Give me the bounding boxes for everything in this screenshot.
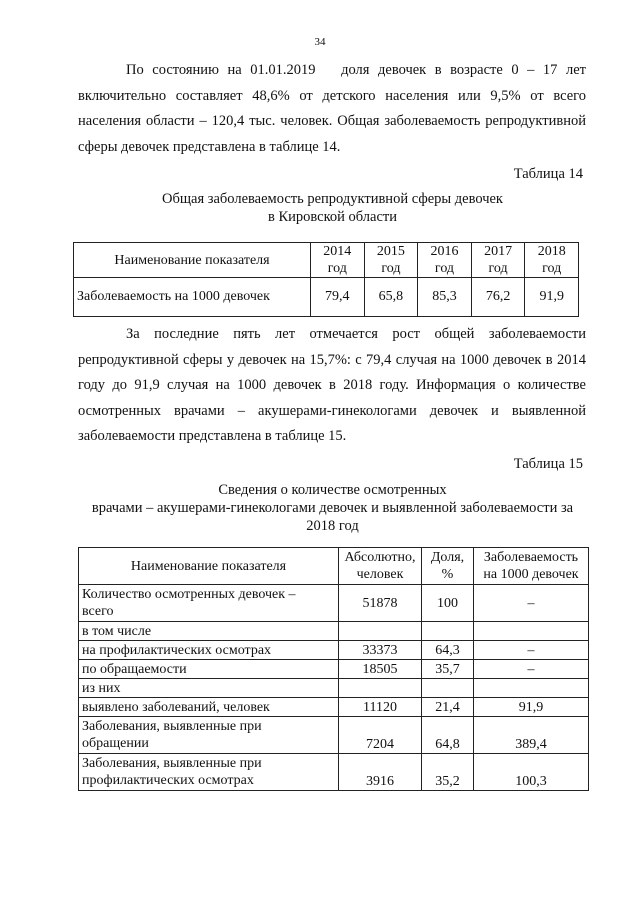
table-15-cell-abs: 7204 <box>339 717 422 754</box>
table-15-row <box>79 622 589 641</box>
page-number: 34 <box>314 36 326 48</box>
table-14-header-year <box>311 243 365 278</box>
table-15-cell-rate: – <box>474 641 589 660</box>
table-15-title-line-3: 2018 год <box>306 518 359 534</box>
table-15-cell-abs: 33373 <box>339 641 422 660</box>
table-15-row-name <box>79 585 339 622</box>
header-year-value: 2015 <box>376 244 405 259</box>
paragraph-growth-text: За последние пять лет отмечается рост общей заболеваемости репродуктивной сферы у девочек на 15,7%: с 79,4 случая на 1000 девочек в 2014 году до 91,9 случая на 1000 девочек в 2018 году. Информация о количестве осмотренных врачами – акушерами-гинекологами девочек и выявленной заболеваемости представлена в таблице 15. <box>78 326 586 444</box>
table-15-cell-rate <box>474 679 589 698</box>
header-year-unit: год <box>488 261 508 276</box>
table-15-row-name: по обращаемости <box>79 660 339 679</box>
paragraph-population <box>78 58 586 160</box>
table-15-row <box>79 679 589 698</box>
table-14-cell: 91,9 <box>525 278 579 317</box>
table-14-header-year <box>418 243 472 278</box>
table-15-row <box>79 641 589 660</box>
table-15-row <box>79 660 589 679</box>
table-15-cell-rate: – <box>474 660 589 679</box>
table-15-cell-share <box>422 679 474 698</box>
header-year-unit: год <box>327 261 347 276</box>
table-15-row-name: выявлено заболеваний, человек <box>79 698 339 717</box>
paragraph-population-lead: По состоянию на 01.01.2019 <box>126 62 316 78</box>
header-abs-line-1: Абсолютно, <box>344 550 416 565</box>
table-15-cell-share: 21,4 <box>422 698 474 717</box>
table-15-cell-rate: 91,9 <box>474 698 589 717</box>
row-name-line-2: всего <box>82 604 114 619</box>
table-14-header-year <box>364 243 418 278</box>
table-15-title-line-1: Сведения о количестве осмотренных <box>218 482 447 498</box>
header-year-unit: год <box>381 261 401 276</box>
table-14-header-name: Наименование показателя <box>74 243 311 278</box>
table-15-cell-abs: 11120 <box>339 698 422 717</box>
row-name-line-1: Количество осмотренных девочек – <box>82 587 296 602</box>
table-14-cell: 79,4 <box>311 278 365 317</box>
paragraph-growth <box>78 322 586 450</box>
table-15-header-share <box>422 548 474 585</box>
table-14-title <box>60 190 605 226</box>
table-15-cell-share: 64,3 <box>422 641 474 660</box>
table-14-cell: 85,3 <box>418 278 472 317</box>
table-15-cell-share: 35,2 <box>422 754 474 791</box>
table-15-cell-abs <box>339 679 422 698</box>
table-15-cell-share: 64,8 <box>422 717 474 754</box>
table-14 <box>73 242 579 317</box>
table-15-cell-abs: 51878 <box>339 585 422 622</box>
table-15 <box>78 547 589 791</box>
table-15-row-name: на профилактических осмотрах <box>79 641 339 660</box>
table-14-title-line-1: Общая заболеваемость репродуктивной сферы девочек <box>162 191 503 207</box>
table-15-row-name: из них <box>79 679 339 698</box>
header-year-value: 2014 <box>323 244 352 259</box>
table-15-cell-share <box>422 622 474 641</box>
header-abs-line-2: человек <box>356 567 404 582</box>
table-15-row <box>79 585 589 622</box>
table-14-label: Таблица 14 <box>513 166 583 182</box>
table-15-cell-rate: – <box>474 585 589 622</box>
table-15-cell-rate <box>474 622 589 641</box>
table-15-row-name <box>79 717 339 754</box>
header-year-value: 2017 <box>484 244 513 259</box>
table-15-cell-abs: 18505 <box>339 660 422 679</box>
header-share-line-1: Доля, <box>430 550 465 565</box>
header-rate-line-1: Заболеваемость <box>483 550 579 565</box>
table-15-row <box>79 698 589 717</box>
table-14-row-name: Заболеваемость на 1000 девочек <box>74 278 311 317</box>
table-15-cell-share: 100 <box>422 585 474 622</box>
table-15-cell-abs: 3916 <box>339 754 422 791</box>
table-15-title <box>60 481 605 535</box>
header-rate-line-2: на 1000 девочек <box>483 567 579 582</box>
table-14-header-year <box>525 243 579 278</box>
paragraph-population-text: доля девочек в возрасте 0 – 17 лет включительно составляет 48,6% от детского населения или 9,5% от всего населения области – 120,4 тыс. человек. Общая заболеваемость репродуктивной сферы девочек представлена в таблице 14. <box>78 62 586 155</box>
table-14-cell: 65,8 <box>364 278 418 317</box>
header-share-line-2: % <box>441 567 454 582</box>
table-14-row <box>74 278 579 317</box>
table-15-cell-share: 35,7 <box>422 660 474 679</box>
table-15-header-abs <box>339 548 422 585</box>
table-14-cell: 76,2 <box>471 278 525 317</box>
table-15-header-rate <box>474 548 589 585</box>
table-15-cell-abs <box>339 622 422 641</box>
table-14-header-row <box>74 243 579 278</box>
table-15-header-name: Наименование показателя <box>79 548 339 585</box>
header-year-unit: год <box>434 261 455 276</box>
table-15-label: Таблица 15 <box>513 456 583 472</box>
header-year-value: 2016 <box>430 244 459 259</box>
table-14-title-line-2: в Кировской области <box>267 209 397 225</box>
table-15-cell-rate: 100,3 <box>474 754 589 791</box>
table-15-row-name: в том числе <box>79 622 339 641</box>
table-15-cell-rate: 389,4 <box>474 717 589 754</box>
row-name-line-1: Заболевания, выявленные при <box>82 719 262 734</box>
header-year-value: 2018 <box>537 244 566 259</box>
row-name-line-2: обращении <box>82 736 149 751</box>
row-name-line-1: Заболевания, выявленные при <box>82 756 262 771</box>
table-15-title-line-2: врачами – акушерами-гинекологами девочек и выявленной заболеваемости за <box>91 500 574 516</box>
table-14-header-year <box>471 243 525 278</box>
table-15-row <box>79 717 589 754</box>
table-15-row <box>79 754 589 791</box>
header-year-unit: год <box>542 261 562 276</box>
table-15-header-row <box>79 548 589 585</box>
table-15-row-name <box>79 754 339 791</box>
row-name-line-2: профилактических осмотрах <box>82 773 254 788</box>
